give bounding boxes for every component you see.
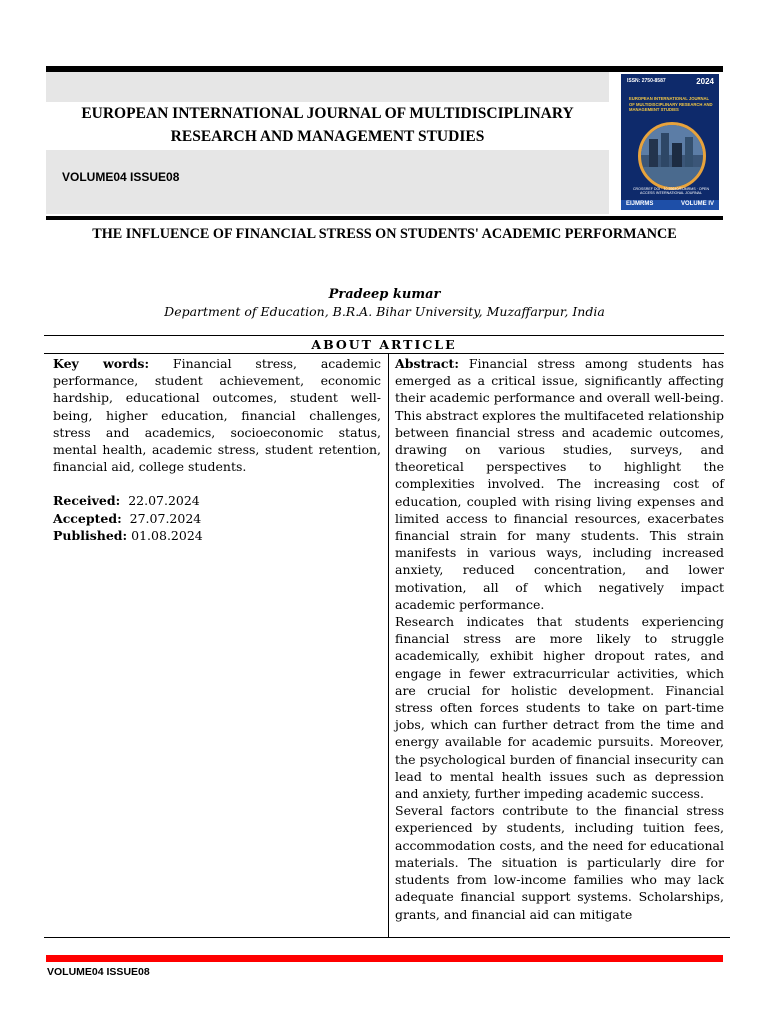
journal-title: EUROPEAN INTERNATIONAL JOURNAL OF MULTIDISCIPLINARY RESEARCH AND MANAGEMENT STUDIES bbox=[81, 105, 574, 145]
abstract-paragraph: Abstract: Financial stress among students has emerged as a critical issue, significantly affecting their academic performance and overall well-being. This abstract explores the multifaceted relationship between financial stress and academic outcomes, drawing on various studies, surveys, and theoretical perspectives to highlight the complexities involved. The increasing cost of education, coupled with rising living expenses and limited access to financial resources, exacerbates financial strain for many students. This strain manifests in various ways, including increased anxiety, reduced concentration, and lower motivation, all of which negatively impact academic performance. bbox=[395, 356, 724, 612]
about-article-heading: ABOUT ARTICLE bbox=[311, 337, 457, 352]
journal-cover-image: ISSN: 2750-8587 2024 EUROPEAN INTERNATIONAL JOURNAL OF MULTIDISCIPLINARY RESEARCH AND MANAGEMENT STUDIES CROSSREF DOI · 10.55640/EIJMRMS · OPEN ACCESS INTERNATIONAL JOURNAL EIJMRMS VOLUME IV bbox=[621, 74, 719, 210]
header-band bbox=[46, 72, 609, 102]
keywords bbox=[53, 355, 381, 475]
volume-issue-footer: VOLUME04 ISSUE08 bbox=[47, 966, 150, 978]
cover-city-photo bbox=[638, 122, 706, 190]
article-dates: Received: 22.07.2024 Accepted: 27.07.2024 Published: 01.08.2024 bbox=[53, 493, 203, 543]
abstract-paragraph: Several factors contribute to the financial stress experienced by students, including tuition fees, accommodation costs, and the need for educational materials. The situation is particularly dire for students from low-income families who may lack adequate financial support systems. Scholarships, grants, and financial aid can mitigate bbox=[395, 803, 724, 922]
section-rule bbox=[44, 335, 724, 336]
keywords-label: Key words: bbox=[53, 356, 150, 371]
accepted-date: 27.07.2024 bbox=[129, 510, 202, 526]
content-bottom-rule bbox=[44, 937, 730, 938]
article-title: THE INFLUENCE OF FINANCIAL STRESS ON STUDENTS' ACADEMIC PERFORMANCE bbox=[92, 226, 677, 242]
section-rule bbox=[44, 353, 724, 354]
author-name: Pradeep kumar bbox=[328, 287, 441, 302]
column-divider bbox=[388, 353, 389, 937]
abstract-column bbox=[395, 355, 724, 923]
author-affiliation: Department of Education, B.R.A. Bihar University, Muzaffarpur, India bbox=[164, 304, 605, 319]
cover-footer: EIJMRMS VOLUME IV bbox=[621, 200, 719, 210]
footer-red-bar bbox=[46, 955, 723, 962]
received-date: 22.07.2024 bbox=[128, 493, 200, 509]
abstract-label: Abstract: bbox=[395, 356, 459, 371]
keywords-column bbox=[53, 355, 381, 544]
volume-issue-header: VOLUME04 ISSUE08 bbox=[62, 170, 180, 184]
header-bottom-rule bbox=[46, 216, 723, 220]
abstract-paragraph: Research indicates that students experiencing financial stress are more likely to struggle academically, exhibit higher dropout rates, and engage in fewer extracurricular activities, which are crucial for holistic development. Financial stress often forces students to take on part-time jobs, which can further detract from the time and energy available for academic pursuits. Moreover, the psychological burden of financial insecurity can lead to mental health issues such as depression and anxiety, further impeding academic success. bbox=[395, 614, 724, 802]
keywords-text: Financial stress, academic performance, student achievement, economic hardship, educational outcomes, student well-being, higher education, financial challenges, stress and academics, socioeconomic status, mental health, academic stress, student retention, financial aid, college students. bbox=[53, 356, 382, 475]
published-date: 01.08.2024 bbox=[131, 527, 203, 543]
